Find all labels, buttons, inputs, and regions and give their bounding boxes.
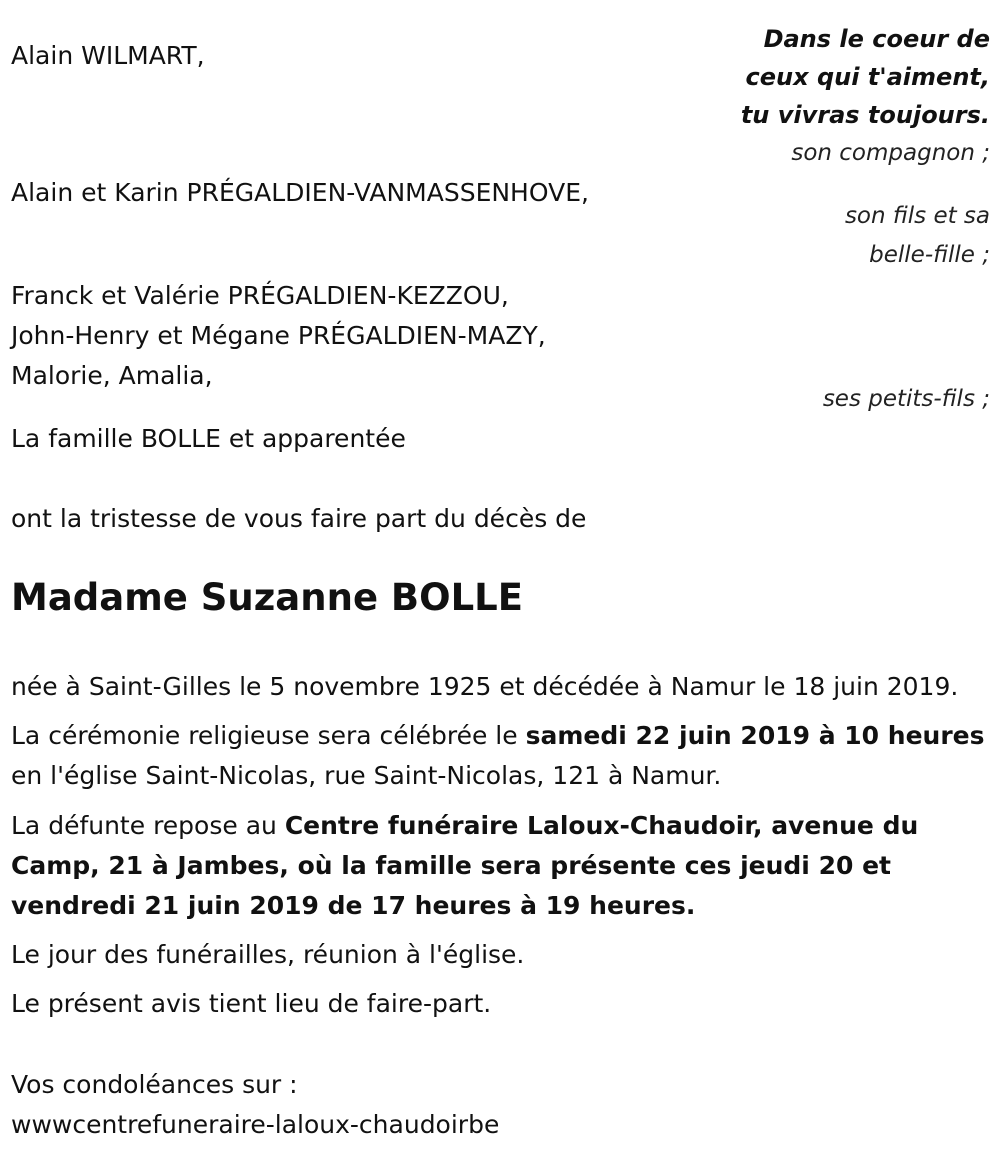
family-partner-name: Alain WILMART, xyxy=(11,41,205,70)
notice: Le présent avis tient lieu de faire-part. xyxy=(11,989,492,1018)
family-grandchildren-1: Franck et Valérie PRÉGALDIEN-KEZZOU, xyxy=(11,281,509,310)
repose-paragraph xyxy=(11,806,941,926)
ceremony-datetime: samedi 22 juin 2019 à 10 heures xyxy=(525,721,985,750)
family-son-relation-1: son fils et sa xyxy=(844,203,990,229)
epitaph-line-2: ceux qui t'aiment, xyxy=(745,63,990,91)
family-grandchildren-2: John-Henry et Mégane PRÉGALDIEN-MAZY, xyxy=(11,321,546,350)
deceased-name: Madame Suzanne BOLLE xyxy=(11,576,524,619)
ceremony-paragraph xyxy=(11,716,996,796)
family-son-relation-2: belle-fille ; xyxy=(869,242,990,268)
ceremony-intro: La cérémonie religieuse sera célébrée le xyxy=(11,721,526,750)
birth-death: née à Saint-Gilles le 5 novembre 1925 et décédée à Namur le 18 juin 2019. xyxy=(11,672,959,701)
family-grandchildren-relation: ses petits-fils ; xyxy=(822,386,990,412)
family-son-names: Alain et Karin PRÉGALDIEN-VANMASSENHOVE, xyxy=(11,178,589,207)
condolences-label: Vos condoléances sur : xyxy=(11,1070,298,1099)
family-partner-relation: son compagnon ; xyxy=(791,140,990,166)
announcement: ont la tristesse de vous faire part du décès de xyxy=(11,504,587,533)
condolences-url[interactable]: wwwcentrefuneraire-laloux-chaudoirbe xyxy=(11,1110,500,1139)
family-bolle: La famille BOLLE et apparentée xyxy=(11,424,406,453)
epitaph-line-3: tu vivras toujours. xyxy=(740,101,990,129)
epitaph-line-1: Dans le coeur de xyxy=(763,25,990,53)
repose-intro: La défunte repose au xyxy=(11,811,285,840)
repose-details: Centre funéraire Laloux-Chaudoir, avenue du Camp, 21 à Jambes, où la famille sera présente ces jeudi 20 et vendredi 21 juin 2019 de 17 heures à 19 heures. xyxy=(11,811,919,920)
ceremony-place: en l'église Saint-Nicolas, rue Saint-Nicolas, 121 à Namur. xyxy=(11,761,722,790)
family-grandchildren-3: Malorie, Amalia, xyxy=(11,361,213,390)
funeral-day: Le jour des funérailles, réunion à l'église. xyxy=(11,940,525,969)
